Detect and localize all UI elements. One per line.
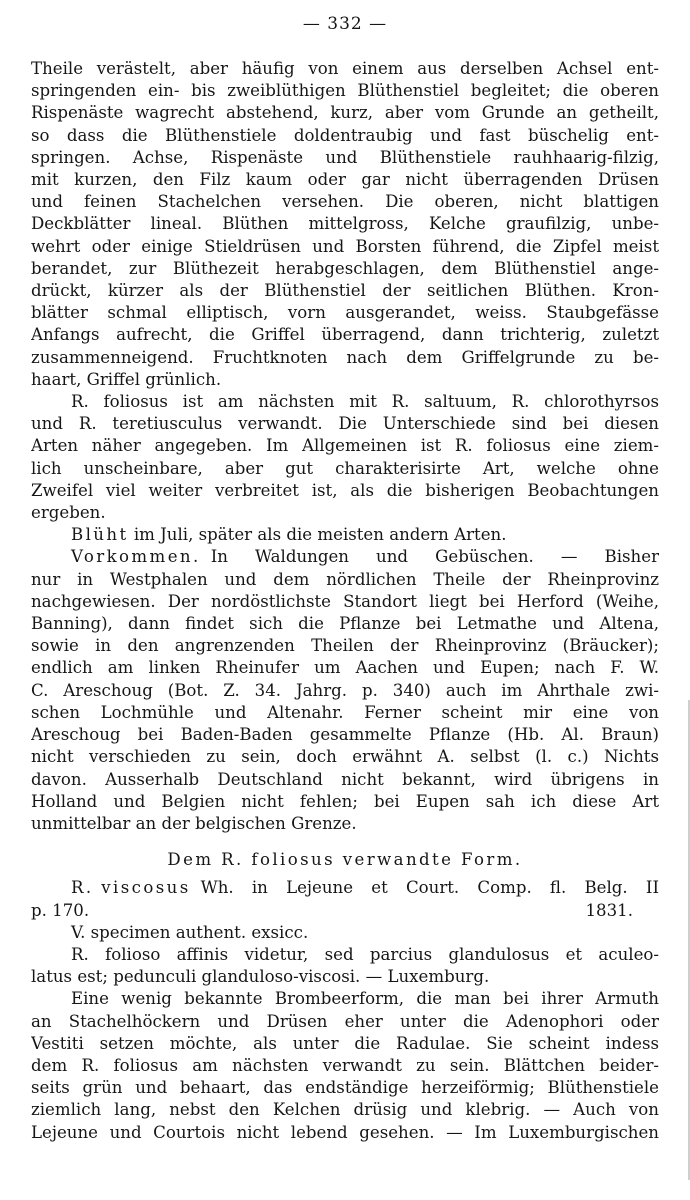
- text-line: lich unscheinbare, aber gut charakterisirte Art, welche ohne: [31, 458, 659, 478]
- species-citation: Wh. in Lejeune et Court. Comp. fl. Belg. II: [200, 878, 659, 898]
- text-line: Lejeune und Courtois nicht lebend gesehen. — Im Luxemburgischen: [31, 1122, 659, 1142]
- text-line: blätter schmal elliptisch, vorn ausgerandet, weiss. Staubgefässe: [31, 303, 659, 323]
- text-line: nur in Westphalen und dem nördlichen Theile der Rheinprovinz: [31, 569, 659, 589]
- text-line: und feinen Stachelchen versehen. Die oberen, nicht blattigen: [31, 192, 659, 212]
- text-line: R. foliosus ist am nächsten mit R. saltuum, R. chlorothyrsos: [71, 392, 659, 412]
- text-line: endlich am linken Rheinufer um Aachen und Eupen; nach F. W.: [31, 658, 659, 678]
- species-name: R. viscosus: [71, 878, 191, 898]
- flowering-label: Blüht: [71, 525, 129, 545]
- text-line: sowie in den angrenzenden Theilen der Rheinprovinz (Bräucker);: [31, 636, 659, 656]
- occurrence-label: Vorkommen.: [71, 547, 201, 567]
- page-body: [31, 58, 659, 1144]
- book-page: [31, 0, 659, 1200]
- text-line: zusammenneigend. Fruchtknoten nach dem Griffelgrunde zu be-: [31, 347, 659, 367]
- entry-viscosus: [31, 877, 659, 1143]
- text-line: Holland und Belgien nicht fehlen; bei Eupen sah ich diese Art: [31, 791, 659, 811]
- text-line: [31, 546, 659, 568]
- text-line: [31, 524, 659, 546]
- specimen-line: V. specimen authent. exsicc.: [71, 922, 309, 942]
- text-line: so dass die Blüthenstiele doldentraubig und fast büschelig ent-: [31, 125, 659, 145]
- text-line-last: haart, Griffel grünlich.: [31, 369, 222, 389]
- text-line: an Stachelhöckern und Drüsen eher unter die Adenophori oder: [31, 1011, 659, 1031]
- section-heading: Dem R. foliosus verwandte Form.: [167, 850, 523, 870]
- text-line: mit kurzen, den Filz kaum oder gar nicht überragenden Drüsen: [31, 170, 659, 190]
- text-line: Zweifel viel weiter verbreitet ist, als die bisherigen Beobachtungen: [31, 480, 659, 500]
- citation-year: 1831.: [585, 900, 633, 920]
- text-line: Arten näher angegeben. Im Allgemeinen ist R. foliosus eine ziem-: [31, 436, 659, 456]
- paragraph-comparison: [31, 391, 659, 524]
- text-line: ziemlich lang, nebst den Kelchen drüsig und klebrig. — Auch von: [31, 1100, 659, 1120]
- text-line-last: unmittelbar an der belgischen Grenze.: [31, 813, 357, 833]
- text-line: C. Areschoug (Bot. Z. 34. Jahrg. p. 340) auch im Ahrthale zwi-: [31, 680, 659, 700]
- citation-page: p. 170.: [31, 900, 90, 920]
- text-line: R. folioso affinis videtur, sed parcius glandulosus et aculeo-: [71, 944, 659, 964]
- text-line: dem R. foliosus am nächsten verwandt zu sein. Blättchen beider-: [31, 1055, 659, 1075]
- text-line: Deckblätter lineal. Blüthen mittelgross, Kelche graufilzig, unbe-: [31, 214, 659, 234]
- text-line-last: latus est; pedunculi glanduloso-viscosi. — Luxemburg.: [31, 967, 490, 987]
- text-line: davon. Ausserhalb Deutschland nicht bekannt, wird übrigens in: [31, 769, 659, 789]
- section-heading-block: [31, 849, 659, 871]
- page-number: — 332 —: [302, 14, 388, 34]
- text-line: [31, 877, 659, 899]
- text-line-last: ergeben.: [31, 503, 106, 523]
- text-line: [31, 900, 659, 922]
- text-line: berandet, zur Blüthezeit herabgeschlagen, dem Blüthenstiel ange-: [31, 258, 659, 278]
- text-line: Areschoug bei Baden-Baden gesammelte Pflanze (Hb. Al. Braun): [31, 725, 659, 745]
- text-line: nachgewiesen. Der nordöstlichste Standort liegt bei Herford (Weihe,: [31, 591, 659, 611]
- text-line: und R. teretiusculus verwandt. Die Unterschiede sind bei diesen: [31, 414, 659, 434]
- paragraph-flowering: [31, 524, 659, 546]
- text-line: drückt, kürzer als der Blüthenstiel der seitlichen Blüthen. Kron-: [31, 281, 659, 301]
- text-line: seits grün und behaart, das endständige herzeiförmig; Blüthenstiele: [31, 1078, 659, 1098]
- text-line: springenden ein- bis zweiblüthigen Blüthenstiel begleitet; die oberen: [31, 81, 659, 101]
- text-line: Eine wenig bekannte Brombeerform, die man bei ihrer Armuth: [71, 989, 659, 1009]
- text-line: Vestiti setzen möchte, als unter die Radulae. Sie scheint indess: [31, 1033, 659, 1053]
- text-line: springen. Achse, Rispenäste und Blüthenstiele rauhhaarig-filzig,: [31, 147, 659, 167]
- text-line: schen Lochmühle und Altenahr. Ferner scheint mir eine von: [31, 702, 659, 722]
- text-line: Theile verästelt, aber häufig von einem aus derselben Achsel ent-: [31, 59, 659, 78]
- text-line: wehrt oder einige Stieldrüsen und Borsten führend, die Zipfel meist: [31, 236, 659, 256]
- paragraph-description: [31, 58, 659, 391]
- occurrence-first-text: In Waldungen und Gebüschen. — Bisher: [210, 547, 659, 567]
- paragraph-occurrence: [31, 546, 659, 835]
- text-line: Banning), dann findet sich die Pflanze bei Letmathe und Altena,: [31, 614, 659, 634]
- text-line: Rispenäste wagrecht abstehend, kurz, aber vom Grunde an getheilt,: [31, 103, 659, 123]
- text-line: nicht verschieden zu sein, doch erwähnt A. selbst (l. c.) Nichts: [31, 747, 659, 767]
- flowering-text: im Juli, später als die meisten andern Arten.: [133, 525, 507, 545]
- text-line: Anfangs aufrecht, die Griffel überragend, dann trichterig, zuletzt: [31, 325, 659, 345]
